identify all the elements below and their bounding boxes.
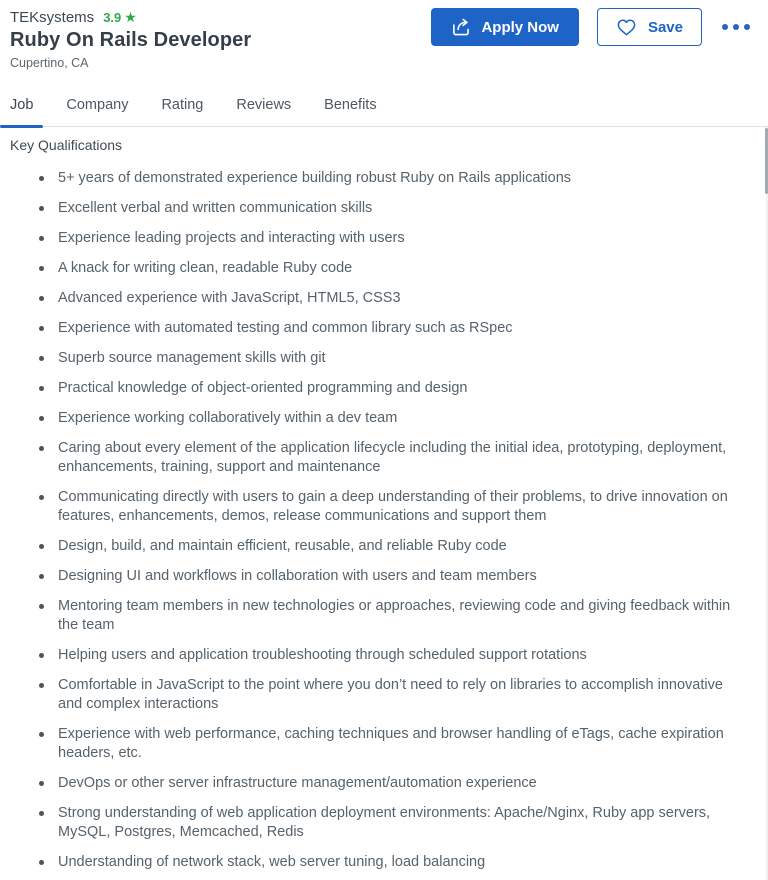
list-item-text: Design, build, and maintain efficient, reusable, and reliable Ruby code <box>58 538 507 554</box>
list-item <box>58 567 744 586</box>
apply-send-icon <box>451 18 470 36</box>
ellipsis-icon <box>744 24 750 30</box>
list-item <box>58 804 744 842</box>
list-item-text: Superb source management skills with git <box>58 350 326 366</box>
list-item-text: Helping users and application troubleshooting through scheduled support rotations <box>58 647 587 663</box>
apply-now-label: Apply Now <box>481 18 559 36</box>
header-actions <box>431 8 752 46</box>
list-item <box>58 289 744 308</box>
list-item-text: 5+ years of demonstrated experience building robust Ruby on Rails applications <box>58 170 572 186</box>
list-item <box>58 229 744 248</box>
tab-label: Reviews <box>236 97 292 113</box>
list-item-text: Designing UI and workflows in collaboration with users and team members <box>58 568 537 584</box>
list-item-text: Comfortable in JavaScript to the point where you don’t need to rely on libraries to accomplish innovative and complex interactions <box>58 677 723 712</box>
list-item <box>58 199 744 218</box>
list-item-text: Experience with automated testing and common library such as RSpec <box>58 320 513 336</box>
key-qualifications-list <box>0 169 768 872</box>
list-item <box>58 676 744 714</box>
ellipsis-icon <box>733 24 739 30</box>
list-item-text: A knack for writing clean, readable Ruby code <box>58 260 353 276</box>
tab-reviews[interactable] <box>226 97 301 126</box>
heart-icon <box>616 18 637 37</box>
tab-job[interactable] <box>0 97 43 126</box>
list-item-text: Communicating directly with users to gain a deep understanding of their problems, to drive innovation on features, enhancements, demos, release communications and support them <box>58 489 728 524</box>
list-item-text: Understanding of network stack, web server tuning, load balancing <box>58 854 486 870</box>
list-item-text: DevOps or other server infrastructure management/automation experience <box>58 775 537 791</box>
list-item-text: Excellent verbal and written communication skills <box>58 200 373 216</box>
job-header <box>0 0 768 70</box>
list-item <box>58 319 744 338</box>
list-item <box>58 488 744 526</box>
list-item <box>58 169 744 188</box>
list-item <box>58 725 744 763</box>
save-button[interactable] <box>597 8 702 46</box>
list-item-text: Experience working collaboratively within a dev team <box>58 410 398 426</box>
apply-now-button[interactable] <box>431 8 579 46</box>
tab-bar <box>0 97 768 127</box>
job-header-info <box>10 6 251 70</box>
tab-label: Company <box>66 97 129 113</box>
tab-label: Job <box>10 97 34 113</box>
tab-rating[interactable] <box>151 97 213 126</box>
list-item <box>58 853 744 872</box>
ellipsis-icon <box>722 24 728 30</box>
page-title: Ruby On Rails Developer <box>10 29 252 51</box>
tab-label: Benefits <box>324 97 377 113</box>
list-item-text: Mentoring team members in new technologies or approaches, reviewing code and giving feedback within the team <box>58 598 731 633</box>
list-item-text: Practical knowledge of object-oriented programming and design <box>58 380 468 396</box>
list-item <box>58 259 744 278</box>
tab-benefits[interactable] <box>314 97 386 126</box>
more-options-button[interactable] <box>720 18 752 36</box>
company-name: TEKsystems <box>10 9 95 26</box>
company-row <box>10 9 251 26</box>
section-title-key-qualifications: Key Qualifications <box>10 137 123 153</box>
list-item-text: Strong understanding of web application deployment environments: Apache/Nginx, Ruby app servers, MySQL, Postgres, Memcached, Redis <box>58 805 711 840</box>
list-item <box>58 409 744 428</box>
tab-company[interactable] <box>56 97 138 126</box>
list-item <box>58 349 744 368</box>
list-item <box>58 537 744 556</box>
list-item-text: Caring about every element of the application lifecycle including the initial idea, prototyping, deployment, enhancements, training, support and maintenance <box>58 440 727 475</box>
list-item-text: Experience leading projects and interacting with users <box>58 230 405 246</box>
company-rating <box>103 10 137 25</box>
list-item-text: Experience with web performance, caching techniques and browser handling of eTags, cache expiration headers, etc. <box>58 726 724 761</box>
tab-label: Rating <box>161 97 204 113</box>
rating-value: 3.9 <box>103 10 122 25</box>
list-item <box>58 646 744 665</box>
list-item <box>58 774 744 793</box>
list-item <box>58 439 744 477</box>
list-item <box>58 379 744 398</box>
job-location: Cupertino, CA <box>10 56 89 70</box>
list-item-text: Advanced experience with JavaScript, HTML5, CSS3 <box>58 290 401 306</box>
save-label: Save <box>647 18 683 36</box>
list-item <box>58 597 744 635</box>
star-icon: ★ <box>124 9 137 25</box>
